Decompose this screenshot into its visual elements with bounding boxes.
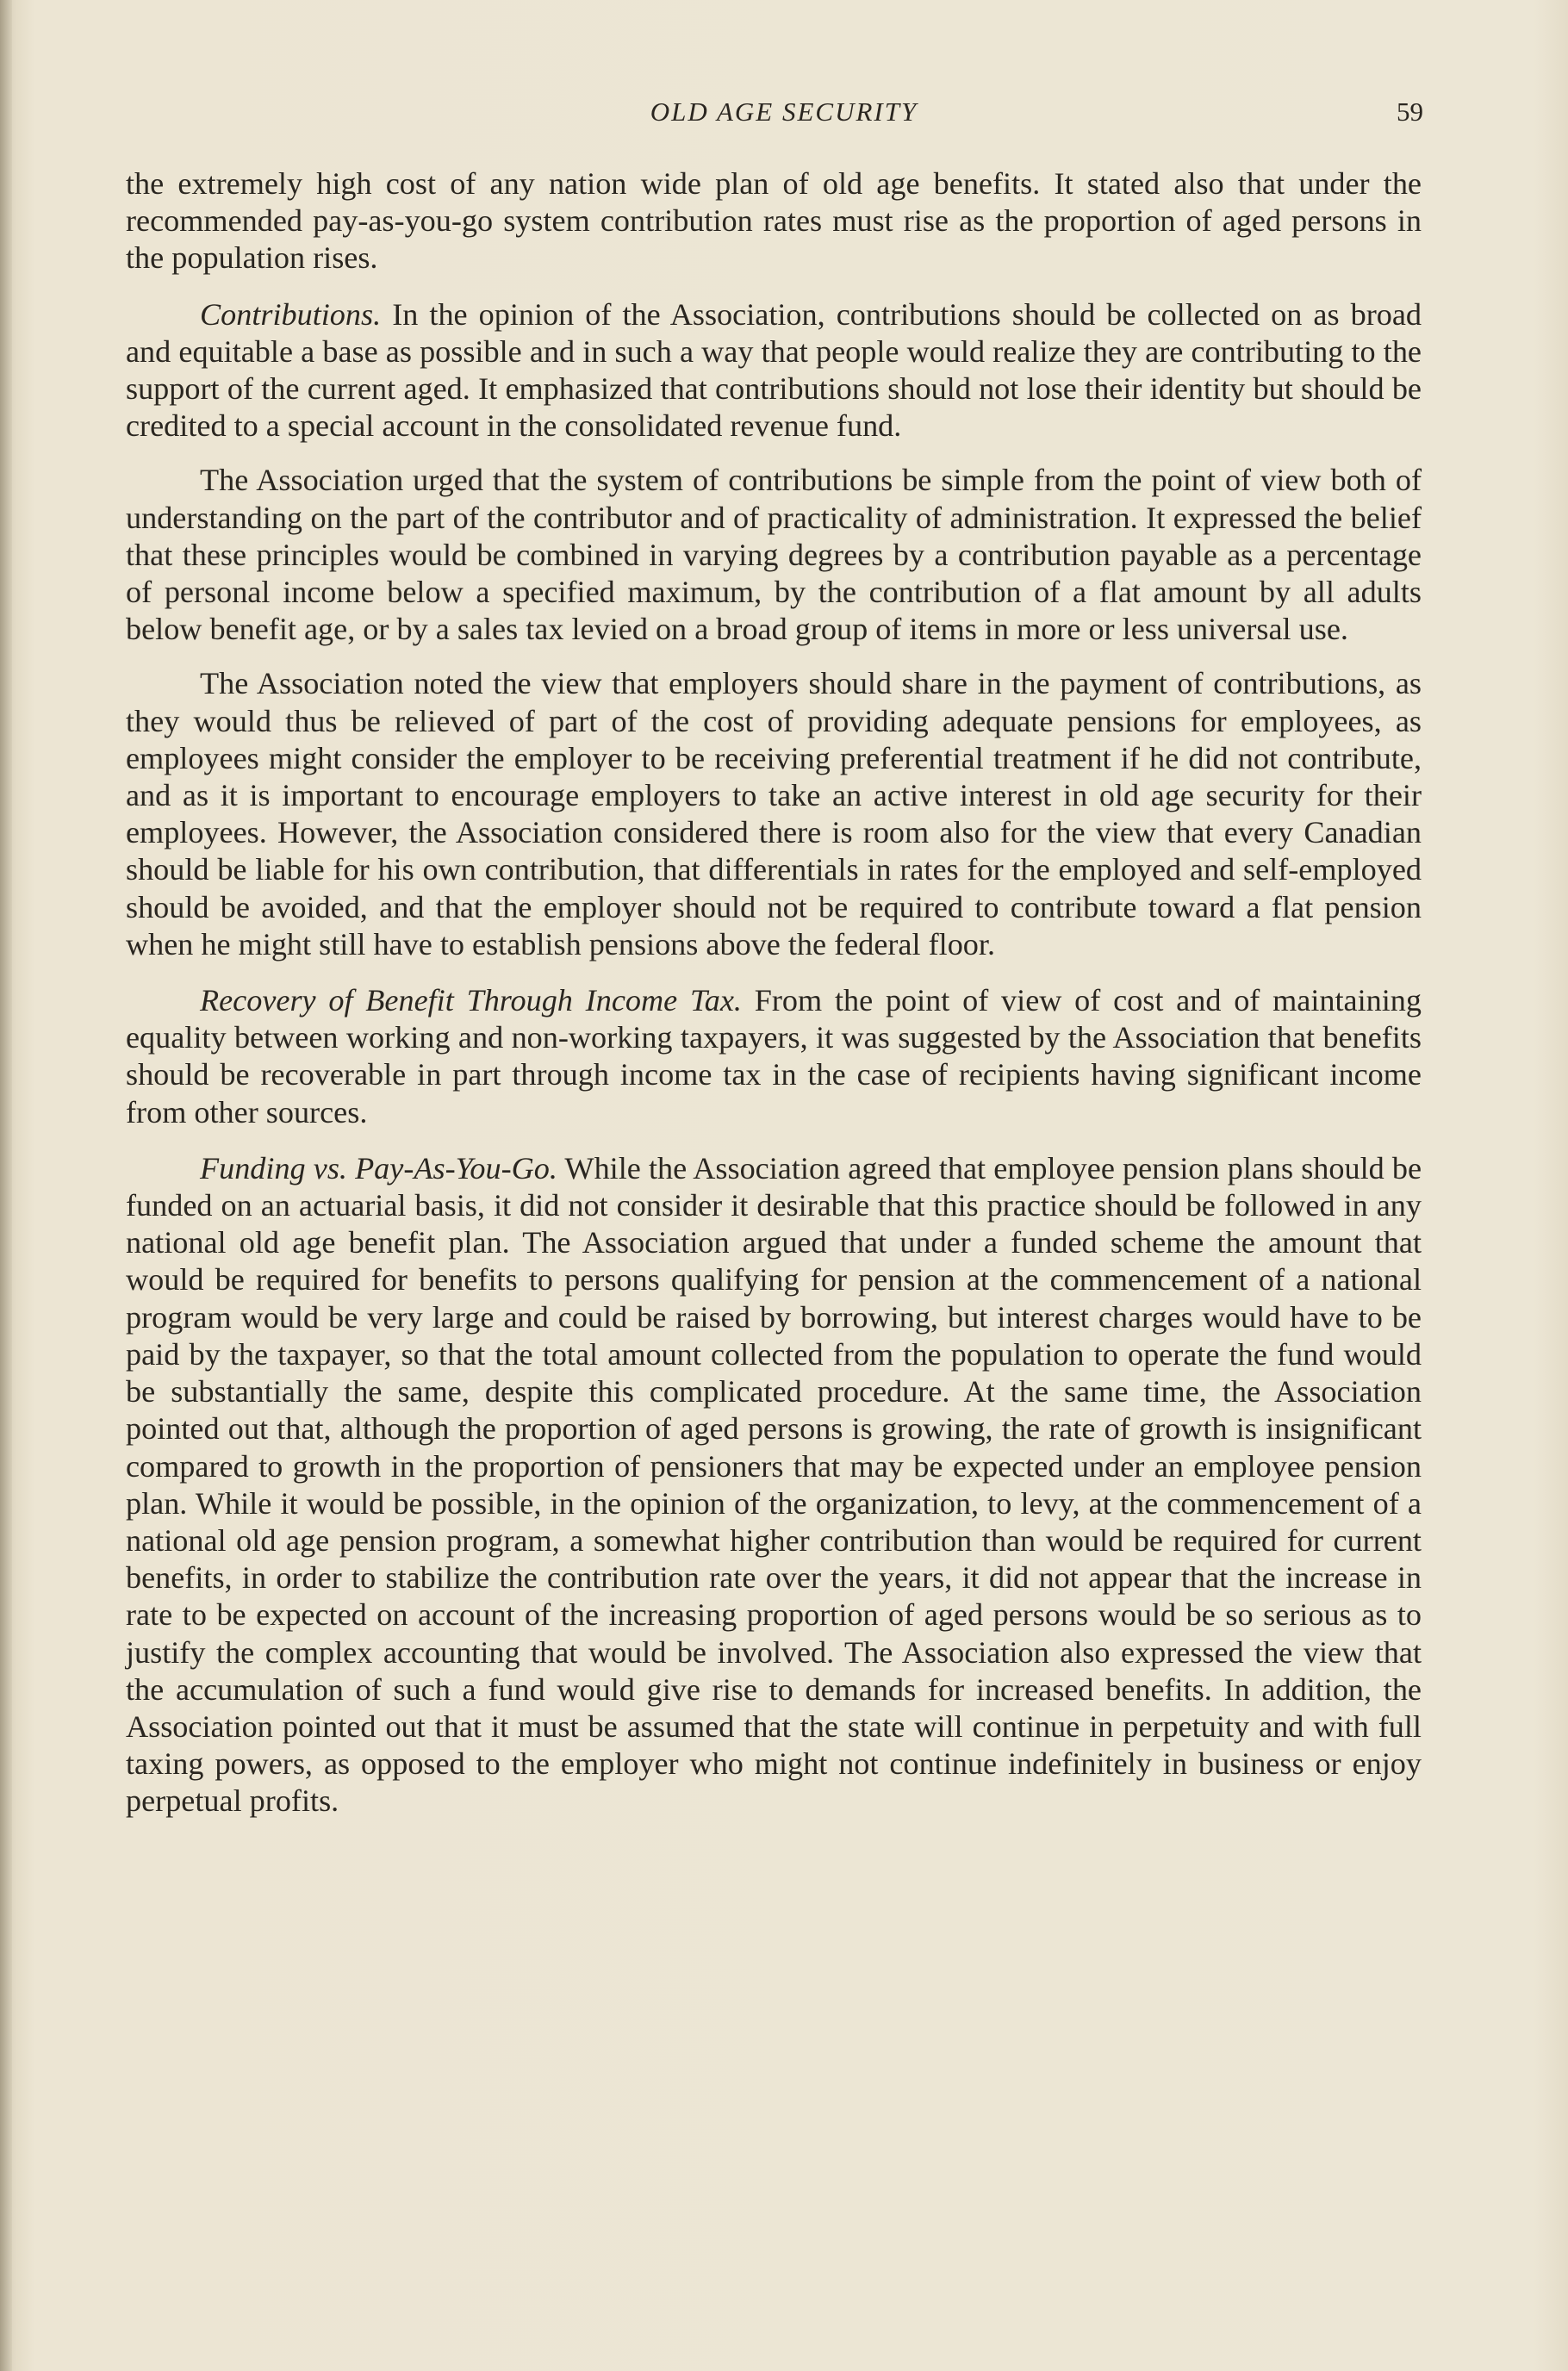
page-binding-edge — [0, 0, 12, 2371]
paragraph-text: While the Association agreed that employee pension plans should be funded on an actuarial basis, it did not consider it desirable that this practice should be followed in any national old age benefit plan. The Association argued that under a funded scheme the amount that would be required for benefits to persons qualifying for pension at the commencement of a national program would be very large and could be raised by borrowing, but interest charges would have to be paid by the taxpayer, so that the total amount collected from the population to operate the fund would be substantially the same, despite this complicated procedure. At the same time, the Association pointed out that, although the proportion of aged persons is growing, the rate of growth is insignificant compared to growth in the proportion of pensioners that may be expected under an employee pension plan. While it would be possible, in the opinion of the organization, to levy, at the commencement of a national old age pension program, a somewhat higher contribution than would be required for current benefits, in order to stabilize the contribution rate over the years, it did not appear that the increase in rate to be expected on account of the increasing proportion of aged persons would be so serious as to justify the complex accounting that would be involved. The Association also expressed the view that the accumulation of such a fund would give rise to demands for increased benefits. In addition, the Association pointed out that it must be assumed that the state will continue in perpetuity and with full taxing powers, as opposed to the employer who might not continue indefinitely in business or enjoy perpetual profits. — [126, 1150, 1422, 1819]
paragraph-funding-vs-payg — [126, 1150, 1422, 1820]
paragraph-contributions — [126, 296, 1422, 445]
paragraph-text: the extremely high cost of any nation wide plan of old age benefits. It stated also that under the recommended pay-as-you-go system contribution rates must rise as the proportion of aged persons in the population rises. — [126, 166, 1422, 276]
paragraph-continuation — [126, 165, 1422, 277]
paragraph-text: In the opinion of the Association, contributions should be collected on as broad and equitable a base as possible and in such a way that people would realize they are contributing to the support of the current aged. It emphasized that contributions should not lose their identity but should be credited to a special account in the consolidated revenue fund. — [126, 296, 1422, 444]
paragraph-heading: Contributions. — [200, 296, 382, 332]
paragraph-heading: Recovery of Benefit Through Income Tax. — [200, 983, 742, 1018]
paragraph-income-tax-recovery — [126, 982, 1422, 1131]
running-head — [129, 93, 1439, 133]
body-text — [126, 165, 1422, 1838]
paragraph-simple-contributions — [126, 462, 1422, 648]
paragraph-heading: Funding vs. Pay-As-You-Go. — [200, 1150, 557, 1186]
paragraph-text: The Association urged that the system of contributions be simple from the point of view both of understanding on the part of the contributor and of practicality of administration. It expressed the belief that these principles would be combined in varying degrees by a contribution payable as a percentage of personal income below a specified maximum, by the contribution of a flat amount by all adults below benefit age, or by a sales tax levied on a broad group of items in more or less universal use. — [126, 463, 1422, 647]
paragraph-text: The Association noted the view that employers should share in the payment of contributions, as they would thus be relieved of part of the cost of providing adequate pensions for employees, as employees might consider the employer to be receiving preferential treatment if he did not contribute, and as it is important to encourage employers to take an active interest in old age security for their employees. However, the Association considered there is room also for the view that every Canadian should be liable for his own contribution, that differentials in rates for the employed and self-employed should be avoided, and that the employer should not be required to contribute toward a flat pension when he might still have to establish pensions above the federal floor. — [126, 666, 1422, 961]
running-head-title: OLD AGE SECURITY — [650, 96, 918, 127]
page-number: 59 — [1397, 96, 1423, 127]
paragraph-employer-share — [126, 665, 1422, 963]
paragraph-text: From the point of view of cost and of maintaining equality between working and non-working taxpayers, it was suggested by the Association that benefits should be recoverable in part through income tax in the case of recipients having significant income from other sources. — [126, 983, 1422, 1129]
